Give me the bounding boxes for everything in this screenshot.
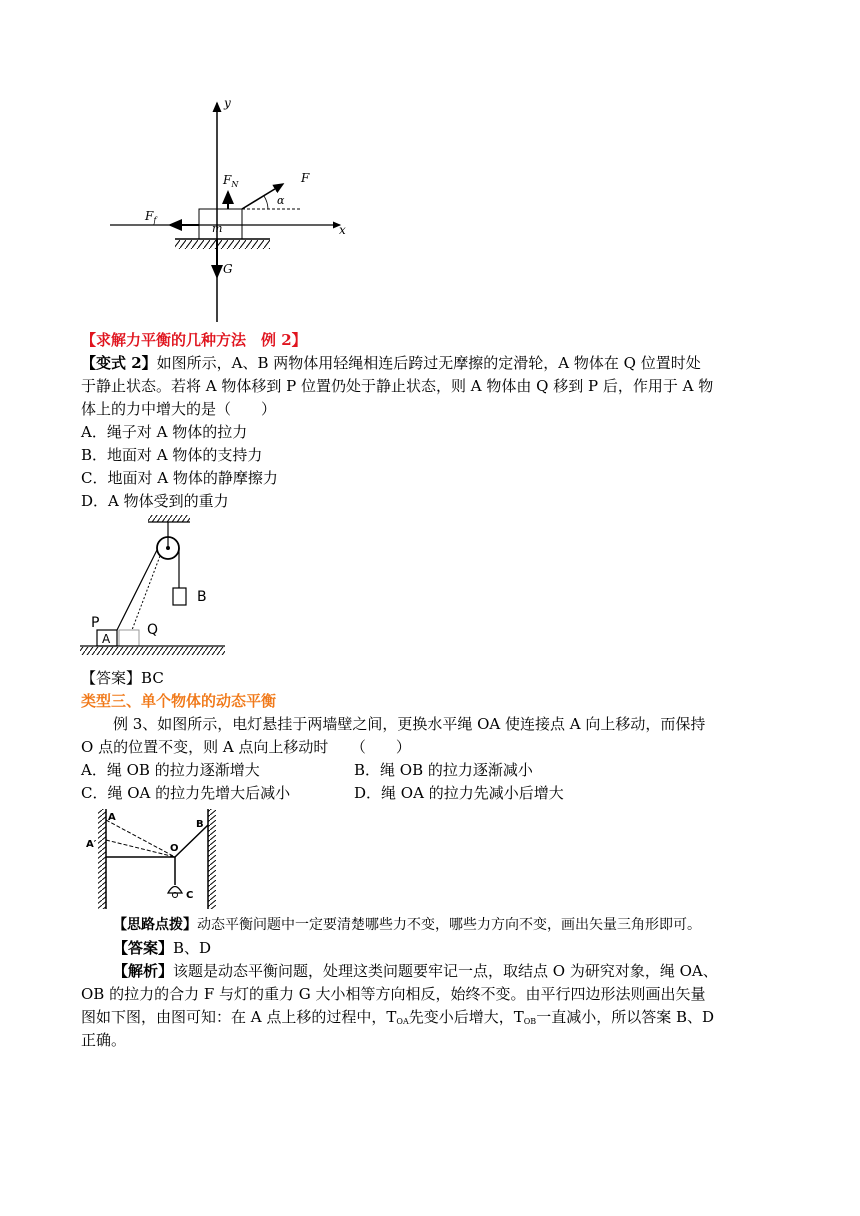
section-2-title: 类型三、单个物体的动态平衡 [81,692,277,710]
answer-value-2: B、D [173,939,212,957]
answer-tag: 【答案】 [81,669,142,687]
analysis-text-3a: 图如下图，由图可知：在 A 点上移的过程中，T [81,1008,397,1026]
answer-value: BC [141,669,164,687]
alpha-label: α [277,194,285,207]
analysis-line-2: OB 的拉力的合力 F 与灯的重力 G 大小相等方向相反，始终不变。由平行四边形法则画出矢量 [81,985,706,1003]
answer-tag-2: 【答案】 [113,939,174,957]
t-oa-sub: OA [396,1017,409,1026]
svg-text:FN [222,173,239,189]
ff-label: F [145,209,154,223]
option-d-2: D．绳 OA 的拉力先减小后增大 [354,784,564,802]
question-line-1 [81,352,701,374]
b-point-label: B [196,819,204,830]
fn-sub: N [231,180,239,189]
hint-tag: 【思路点拨】 [113,917,197,933]
c-point-label: C [186,890,194,901]
g-label: G [223,262,233,276]
analysis-tag: 【解析】 [113,962,174,980]
analysis-line-4: 正确。 [81,1031,127,1049]
y-axis-label: y [224,96,231,110]
analysis-text-3c: 一直减小，所以答案 B、D [536,1008,715,1026]
a-block-label: A [102,632,111,646]
pulley-diagram [78,512,233,664]
question-line-2: 于静止状态。若将 A 物体移到 P 位置仍处于静止状态，则 A 物体由 Q 移到 P 后，作用于 A 物 [81,377,714,395]
t-ob-sub: OB [523,1017,537,1026]
svg-text:Ff [144,209,158,225]
analysis-line-3 [81,1006,714,1033]
option-b: B．地面对 A 物体的支持力 [81,446,263,464]
analysis-text-1: 该题是动态平衡问题，处理这类问题要牢记一点，取结点 O 为研究对象，绳 OA、 [173,962,718,980]
option-a-2: A．绳 OB 的拉力逐渐增大 [81,761,260,779]
x-axis-label: x [339,223,346,237]
question-line-3: 体上的力中增大的是（ ） [81,400,277,418]
analysis-line-1 [113,960,718,982]
p-label: P [91,615,100,631]
question-text: 如图所示，A、B 两物体用轻绳相连后跨过无摩擦的定滑轮，A 物体在 Q 位置时处 [156,354,701,372]
variant-tag: 【变式 2】 [81,354,157,372]
answer-line-2 [113,937,211,959]
analysis-text-3b: 先变小后增大，T [408,1008,524,1026]
hint-text: 动态平衡问题中一定要清楚哪些力不变，哪些力方向不变，画出矢量三角形即可。 [197,917,701,933]
b-label: B [197,589,207,605]
force-diagram [100,95,360,330]
option-a: A．绳子对 A 物体的拉力 [81,423,248,441]
fn-label: F [223,173,232,187]
o-point-label: O [170,843,179,854]
lamp-diagram [82,805,222,913]
ff-sub: f [153,216,157,225]
example-3-line-1: 例 3、如图所示，电灯悬挂于两墙壁之间，更换水平绳 OA 使连接点 A 向上移动，而保持 [113,715,706,733]
f-label: F [301,171,310,185]
hint-line [113,914,701,936]
section-title: 【求解力平衡的几种方法 例 2】 [81,331,307,349]
option-c-2: C．绳 OA 的拉力先增大后减小 [81,784,291,802]
example-3-line-2: O 点的位置不变，则 A 点向上移动时 （ ） [81,738,411,756]
mass-label: m [212,222,223,235]
option-d: D．A 物体受到的重力 [81,492,229,510]
q-label: Q [147,622,159,638]
answer-line-1 [81,667,164,689]
a-point-label: A [108,812,116,823]
a-prime-label: A′ [86,839,97,850]
option-c: C．地面对 A 物体的静摩擦力 [81,469,278,487]
option-b-2: B．绳 OB 的拉力逐渐减小 [354,761,533,779]
